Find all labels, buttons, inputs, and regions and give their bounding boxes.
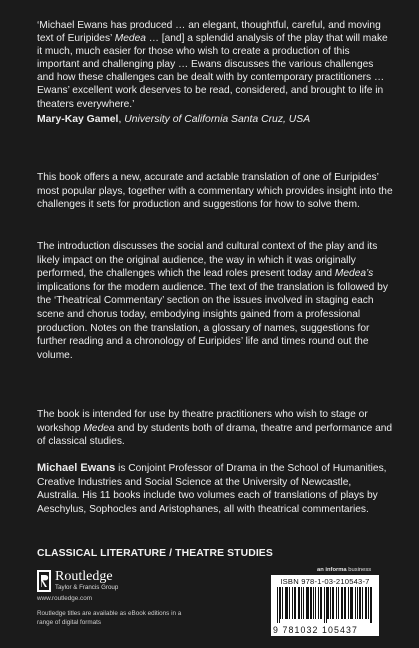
barcode-bar	[315, 587, 316, 619]
blurb-title-italic: Medea	[83, 422, 115, 434]
barcode-bar	[279, 587, 280, 623]
barcode-bar	[338, 587, 339, 619]
barcode-bar	[324, 587, 325, 623]
barcode-bar	[289, 587, 290, 619]
publisher-block	[37, 570, 237, 627]
barcode-bar	[352, 587, 353, 619]
barcode-bar	[280, 587, 281, 619]
isbn-label: ISBN 978-1-03-210543-7	[280, 577, 370, 586]
barcode-bar	[371, 587, 372, 623]
reviewer-affiliation: University of California Santa Cruz, USA	[124, 113, 311, 125]
barcode-bar	[333, 587, 334, 619]
barcode-bar	[360, 587, 361, 619]
barcode-bar	[321, 587, 322, 619]
quote-title-italic: Medea	[114, 33, 146, 45]
barcode-bar	[285, 587, 286, 619]
barcode-bar	[292, 587, 293, 619]
barcode-bar	[341, 587, 342, 619]
author-bio	[37, 462, 393, 516]
barcode-bar	[362, 587, 363, 619]
blurb-text: The book is intended for use by theatre practitioners who wish to stage or workshop	[37, 409, 368, 434]
barcode-bar	[351, 587, 352, 619]
barcode-bar	[350, 587, 351, 619]
informa-bold: an informa	[317, 567, 347, 573]
publisher-name: Routledge	[55, 569, 113, 584]
informa-rest: business	[346, 567, 372, 573]
ebook-note: Routledge titles are available as eBook editions in a range of digital formats	[37, 610, 182, 626]
reviewer-name: Mary-Kay Gamel	[37, 113, 119, 125]
barcode-bar	[328, 587, 329, 619]
publisher-url: www.routledge.com	[37, 595, 92, 602]
barcode-bar	[348, 587, 349, 619]
blurb-paragraph-3	[37, 408, 393, 449]
barcode-bar	[318, 587, 319, 619]
barcode-bars	[277, 587, 373, 623]
publisher-group: Taylor & Francis Group	[55, 584, 119, 591]
blurb-paragraph-1: This book offers a new, accurate and actable translation of one of Euripides’ most popular plays, together with a commentary which provides insight into the challenges it sets for production and suggestions for how to solve them.	[37, 172, 393, 211]
quote-text-part: ‘Michael Ewans has produced … an elegant, thoughtful, careful, and moving text of Euripides’	[37, 20, 381, 45]
isbn-barcode	[271, 575, 379, 636]
barcode-bar	[368, 587, 369, 619]
barcode-bar	[287, 587, 288, 619]
subject-category: CLASSICAL LITERATURE / THEATRE STUDIES	[37, 548, 273, 559]
barcode-bar	[327, 587, 328, 619]
barcode-bar	[320, 587, 321, 619]
barcode-bar	[303, 587, 304, 619]
barcode-bar	[307, 587, 308, 619]
barcode-bar	[306, 587, 307, 619]
barcode-bar	[345, 587, 346, 619]
publisher-logo	[37, 570, 237, 592]
barcode-bar	[359, 587, 360, 619]
barcode-bar	[332, 587, 333, 619]
barcode-bar	[310, 587, 311, 619]
author-bio-text: is Conjoint Professor of Drama in the School of Humanities, Creative Industries and Social Science at the University of Newcastle, Australia. His 11 books include two volumes each of translations of plays by Aeschylus, Sophocles and Aristophanes, all with theatrical commentaries.	[37, 463, 387, 515]
blurb-text: implications for the modern audience. The text of the translation is followed by the ‘Theatrical Commentary’ section on the issues involved in staging each scene and chorus today, embodying insights gained from a professional production. Notes on the translation, a glossary of names, suggestions for further reading and a chronology of Euripides’ life and times round out the volume.	[37, 281, 388, 361]
routledge-r-logo-icon	[37, 570, 51, 592]
barcode-bar	[326, 587, 327, 623]
quote-text	[37, 19, 391, 111]
blurb-text: The introduction discusses the social and cultural context of the play and its likely impact on the original audience, the way in which it was originally performed, the challenges which the lead roles present today and	[37, 241, 378, 280]
barcode-bar	[313, 587, 314, 619]
blurb-title-italic: Medea’s	[334, 268, 374, 280]
barcode-digits: 9 781032 105437	[273, 625, 358, 635]
informa-business-label	[317, 567, 371, 573]
barcode-bar	[342, 587, 343, 619]
barcode-bar	[355, 587, 356, 619]
barcode-bar	[370, 587, 371, 623]
barcode-bar	[301, 587, 302, 619]
quote-text-part: … [and] a splendid analysis of the play that will make it much, much easier for those who wish to create a production of this important and challenging play … Ewans discusses the various challenges and how these challenges can be dealt with by contemporary practitioners … Ewans’ excellent work deserves to be read, considered, and brought to life in theaters everywhere.’	[37, 33, 388, 110]
barcode-bar	[298, 587, 299, 619]
barcode-bar	[344, 587, 345, 619]
author-name: Michael Ewans	[37, 462, 116, 474]
barcode-bar	[286, 587, 287, 619]
barcode-bar	[299, 587, 300, 619]
barcode-bar	[366, 587, 367, 619]
barcode-bar	[357, 587, 358, 619]
barcode-bar	[336, 587, 337, 619]
barcode-bar	[282, 587, 283, 619]
quote-attribution: Mary-Kay Gamel, University of California Santa Cruz, USA	[37, 113, 311, 125]
barcode-bar	[365, 587, 366, 619]
barcode-bar	[277, 587, 278, 623]
blurb-text: and by students both of drama, theatre and performance and of classical studies.	[37, 422, 393, 448]
barcode-bar	[295, 587, 296, 619]
blurb-paragraph-2	[37, 240, 393, 362]
barcode-bar	[294, 587, 295, 619]
review-quote	[37, 19, 391, 126]
barcode-bar	[311, 587, 312, 619]
barcode-bar	[308, 587, 309, 619]
barcode-bar	[330, 587, 331, 619]
